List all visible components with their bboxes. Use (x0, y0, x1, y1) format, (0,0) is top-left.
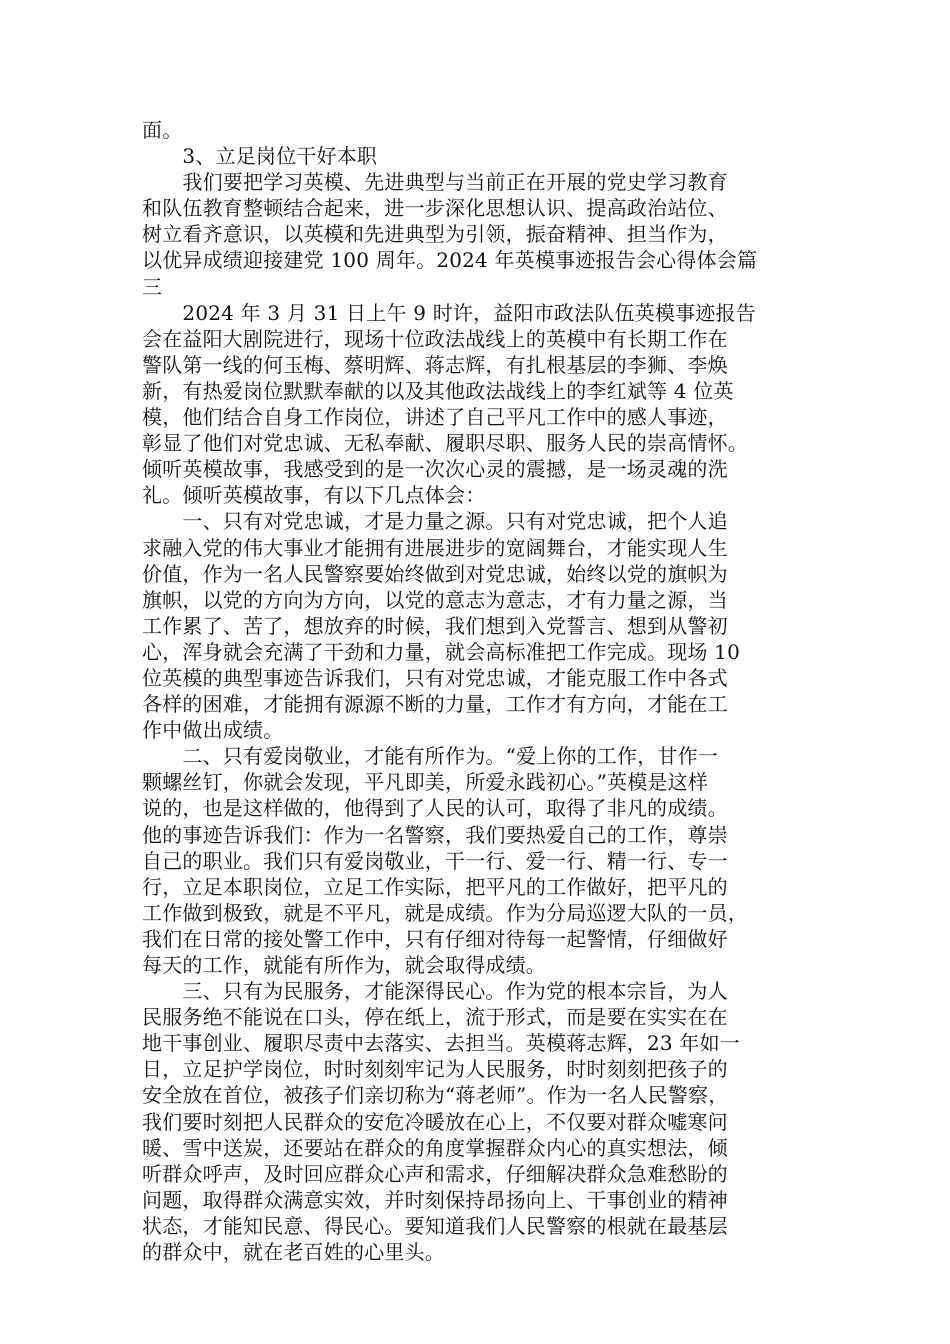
text-line: 安全放在首位，被孩子们亲切称为“蒋老师”。作为一名人民警察， (142, 1083, 729, 1108)
text-line: 礼。倾听英模故事，有以下几点体会： (142, 483, 486, 508)
text-line: 我们要把学习英模、先进典型与当前正在开展的党史学习教育 (142, 170, 728, 195)
text-line: 工作累了、苦了，想放弃的时候，我们想到入党誓言、想到从警初 (142, 613, 728, 638)
text-line: 倾听英模故事，我感受到的是一次次心灵的震撼，是一场灵魂的洗 (142, 457, 728, 482)
text-line: 树立看齐意识，以英模和先进典型为引领，振奋精神、担当作为， (142, 222, 728, 247)
text-line: 作中做出成绩。 (142, 718, 284, 743)
text-line: 一、只有对党忠诚，才是力量之源。只有对党忠诚，把个人追 (142, 509, 728, 534)
text-line: 和队伍教育整顿结合起来，进一步深化思想认识、提高政治站位、 (142, 196, 728, 221)
text-line: 二、只有爱岗敬业，才能有所作为。“爱上你的工作，甘作一 (142, 744, 719, 769)
text-line: 听群众呼声，及时回应群众心声和需求，仔细解决群众急难愁盼的 (142, 1161, 728, 1186)
text-line: 民服务绝不能说在口头，停在纸上，流于形式，而是要在实实在在 (142, 1005, 728, 1030)
text-line: 地干事创业、履职尽责中去落实、去担当。英模蒋志辉，23 年如一 (142, 1031, 741, 1056)
text-line: 模，他们结合自身工作岗位，讲述了自己平凡工作中的感人事迹， (142, 405, 728, 430)
text-line: 3、立足岗位干好本职 (142, 144, 378, 169)
text-line: 心，浑身就会充满了干劲和力量，就会高标准把工作完成。现场 10 (142, 639, 741, 664)
text-line: 求融入党的伟大事业才能拥有进展进步的宽阔舞台，才能实现人生 (142, 535, 728, 560)
text-line: 每天的工作，就能有所作为，就会取得成绩。 (142, 953, 546, 977)
text-line: 说的，也是这样做的，他得到了人民的认可，取得了非凡的成绩。 (142, 796, 728, 821)
text-line: 价值，作为一名人民警察要始终做到对党忠诚，始终以党的旗帜为 (142, 561, 728, 586)
text-line: 位英模的典型事迹告诉我们，只有对党忠诚，才能克服工作中各式 (142, 665, 728, 690)
text-line: 我们在日常的接处警工作中，只有仔细对待每一起警情，仔细做好 (142, 926, 728, 951)
text-line: 彰显了他们对党忠诚、无私奉献、履职尽职、服务人民的崇高情怀。 (142, 431, 748, 456)
text-line: 三 (142, 274, 163, 299)
text-line: 行，立足本职岗位，立足工作实际，把平凡的工作做好，把平凡的 (142, 874, 728, 899)
text-line: 以优异成绩迎接建党 100 周年。2024 年英模事迹报告会心得体会篇 (142, 248, 758, 273)
text-line: 他的事迹告诉我们：作为一名警察，我们要热爱自己的工作，尊崇 (142, 822, 728, 847)
text-line: 三、只有为民服务，才能深得民心。作为党的根本宗旨，为人 (142, 979, 728, 1004)
text-line: 状态，才能知民意、得民心。要知道我们人民警察的根就在最基层 (142, 1213, 728, 1238)
text-line: 面。 (142, 118, 183, 142)
text-line: 的群众中，就在老百姓的心里头。 (142, 1240, 445, 1265)
text-line: 问题，取得群众满意实效，并时刻保持昂扬向上、干事创业的精神 (142, 1187, 728, 1212)
text-line: 我们要时刻把人民群众的安危冷暖放在心上，不仅要对群众嘘寒问 (142, 1109, 728, 1134)
text-line: 新，有热爱岗位默默奉献的以及其他政法战线上的李红斌等 4 位英 (142, 378, 734, 403)
text-line: 自己的职业。我们只有爱岗敬业，干一行、爱一行、精一行、专一 (142, 848, 728, 873)
text-line: 各样的困难，才能拥有源源不断的力量，工作才有方向，才能在工 (142, 692, 728, 717)
text-line: 颗螺丝钉，你就会发现，平凡即美，所爱永践初心。”英模是这样 (142, 770, 709, 795)
text-line: 2024 年 3 月 31 日上午 9 时许，益阳市政法队伍英模事迹报告 (142, 300, 756, 325)
document-body (142, 117, 812, 1265)
text-line: 暖、雪中送炭，还要站在群众的角度掌握群众内心的真实想法，倾 (142, 1135, 728, 1160)
text-line: 工作做到极致，就是不平凡，就是成绩。作为分局巡逻大队的一员， (142, 900, 748, 925)
text-line: 警队第一线的何玉梅、蔡明辉、蒋志辉，有扎根基层的李狮、李焕 (142, 352, 728, 377)
text-line: 旗帜，以党的方向为方向，以党的意志为意志，才有力量之源，当 (142, 587, 728, 612)
text-line: 会在益阳大剧院进行，现场十位政法战线上的英模中有长期工作在 (142, 326, 728, 351)
text-line: 日，立足护学岗位，时时刻刻牢记为人民服务，时时刻刻把孩子的 (142, 1057, 728, 1082)
